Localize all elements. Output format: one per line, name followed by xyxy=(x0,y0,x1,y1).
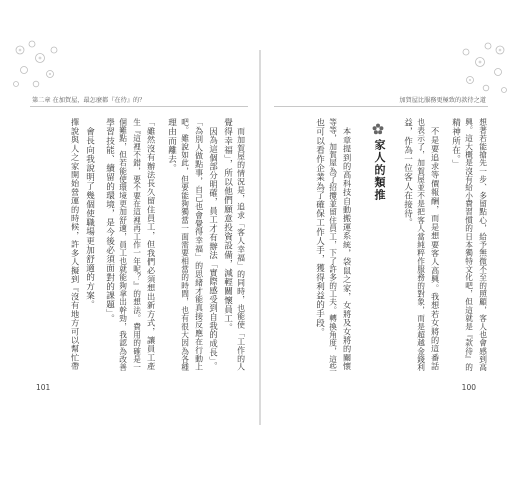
page-number-left: 101 xyxy=(36,383,51,392)
body-line: 興。這大概是沒有給小費習慣的日本獨特文化吧，但這就是『款待』的 xyxy=(464,118,474,372)
body-line: 本章提到的高科技自動搬運系統，袋鼠之家，女將及女將的關懷 xyxy=(342,127,353,371)
body-line: 生『這裡不錯，要不要在這裡再工作一年呢？』的想法。費用的確是一 xyxy=(132,118,142,372)
body-line: 會長向我說明了幾個使職場更加舒適的方案。 xyxy=(84,127,95,309)
blossom-decoration-icon xyxy=(10,40,70,95)
body-line: 學習技能、續留的環境，是今後必須面對的課題」。 xyxy=(104,118,115,323)
body-line: 等等，加賀屋為了招攬並留住員工，下了許多的工夫。轉換角度，這些 xyxy=(328,118,338,372)
running-head-right: 加賀屋比服務更極致的款待之道 xyxy=(399,97,486,104)
body-line: 個難點，但若能使環境更加舒適，員工也就能夠拿出幹勁，我認為改善 xyxy=(118,118,128,372)
body-line: 也表示了，加賀屋並不是把客人當純粹作服務的對象，而是超越金錢利 xyxy=(416,118,426,372)
body-line: 益，作為一位客人在接待。 xyxy=(402,118,413,228)
running-head-left: 第二章 在加賀屋，最怎麼都『在待』的？ xyxy=(32,97,146,104)
body-line: 擇說與人之家開始營運的時候，許多人擬到『沒有地方可以幫忙帶 xyxy=(70,118,81,371)
header-rule-right xyxy=(274,106,488,107)
book-gutter xyxy=(259,50,261,425)
body-line: 而加賀屋的情況是，追求「客人幸福」的同時，也能使「工作的人 xyxy=(236,127,246,372)
body-line: 理由而離去。 xyxy=(166,118,177,173)
body-line: 「為別人做點事，自己也會覺得幸福」的思緒才能真接反應在行動上 xyxy=(194,118,204,372)
body-line: 「雖然沒有辦法長久留住員工，但我們必須想出新方式，讓員工產 xyxy=(146,118,157,371)
body-line: 想著若能搶先一步、多留點心，給予無微不至的照顧，客人也會感到高 xyxy=(478,118,488,372)
body-line: 不是要追求等價報酬，而是想要客人高興。我想若女將的這番話 xyxy=(430,127,441,371)
body-line: 吧。雖說如此，但要能夠獨當一面需要相當的時間，也有很大因為各種 xyxy=(180,118,190,372)
section-heading: 家人的類推 xyxy=(373,139,386,202)
blossom-bullet-icon xyxy=(372,123,384,135)
header-rule-left xyxy=(30,106,248,107)
body-line: 精神所在。」 xyxy=(450,118,461,169)
body-line: 覺得幸福」，所以他們願意投資設備，減輕關懷員工。 xyxy=(222,118,233,333)
body-line: 也可以看作企業為了確保工作人手，獲得利益的手段。 xyxy=(314,118,325,337)
blossom-decoration-icon xyxy=(452,40,512,100)
page-number-right: 100 xyxy=(461,383,476,392)
body-line: 因為這個部分明確，員工才有辦法「實際感受到自我的成長」。 xyxy=(208,127,219,371)
